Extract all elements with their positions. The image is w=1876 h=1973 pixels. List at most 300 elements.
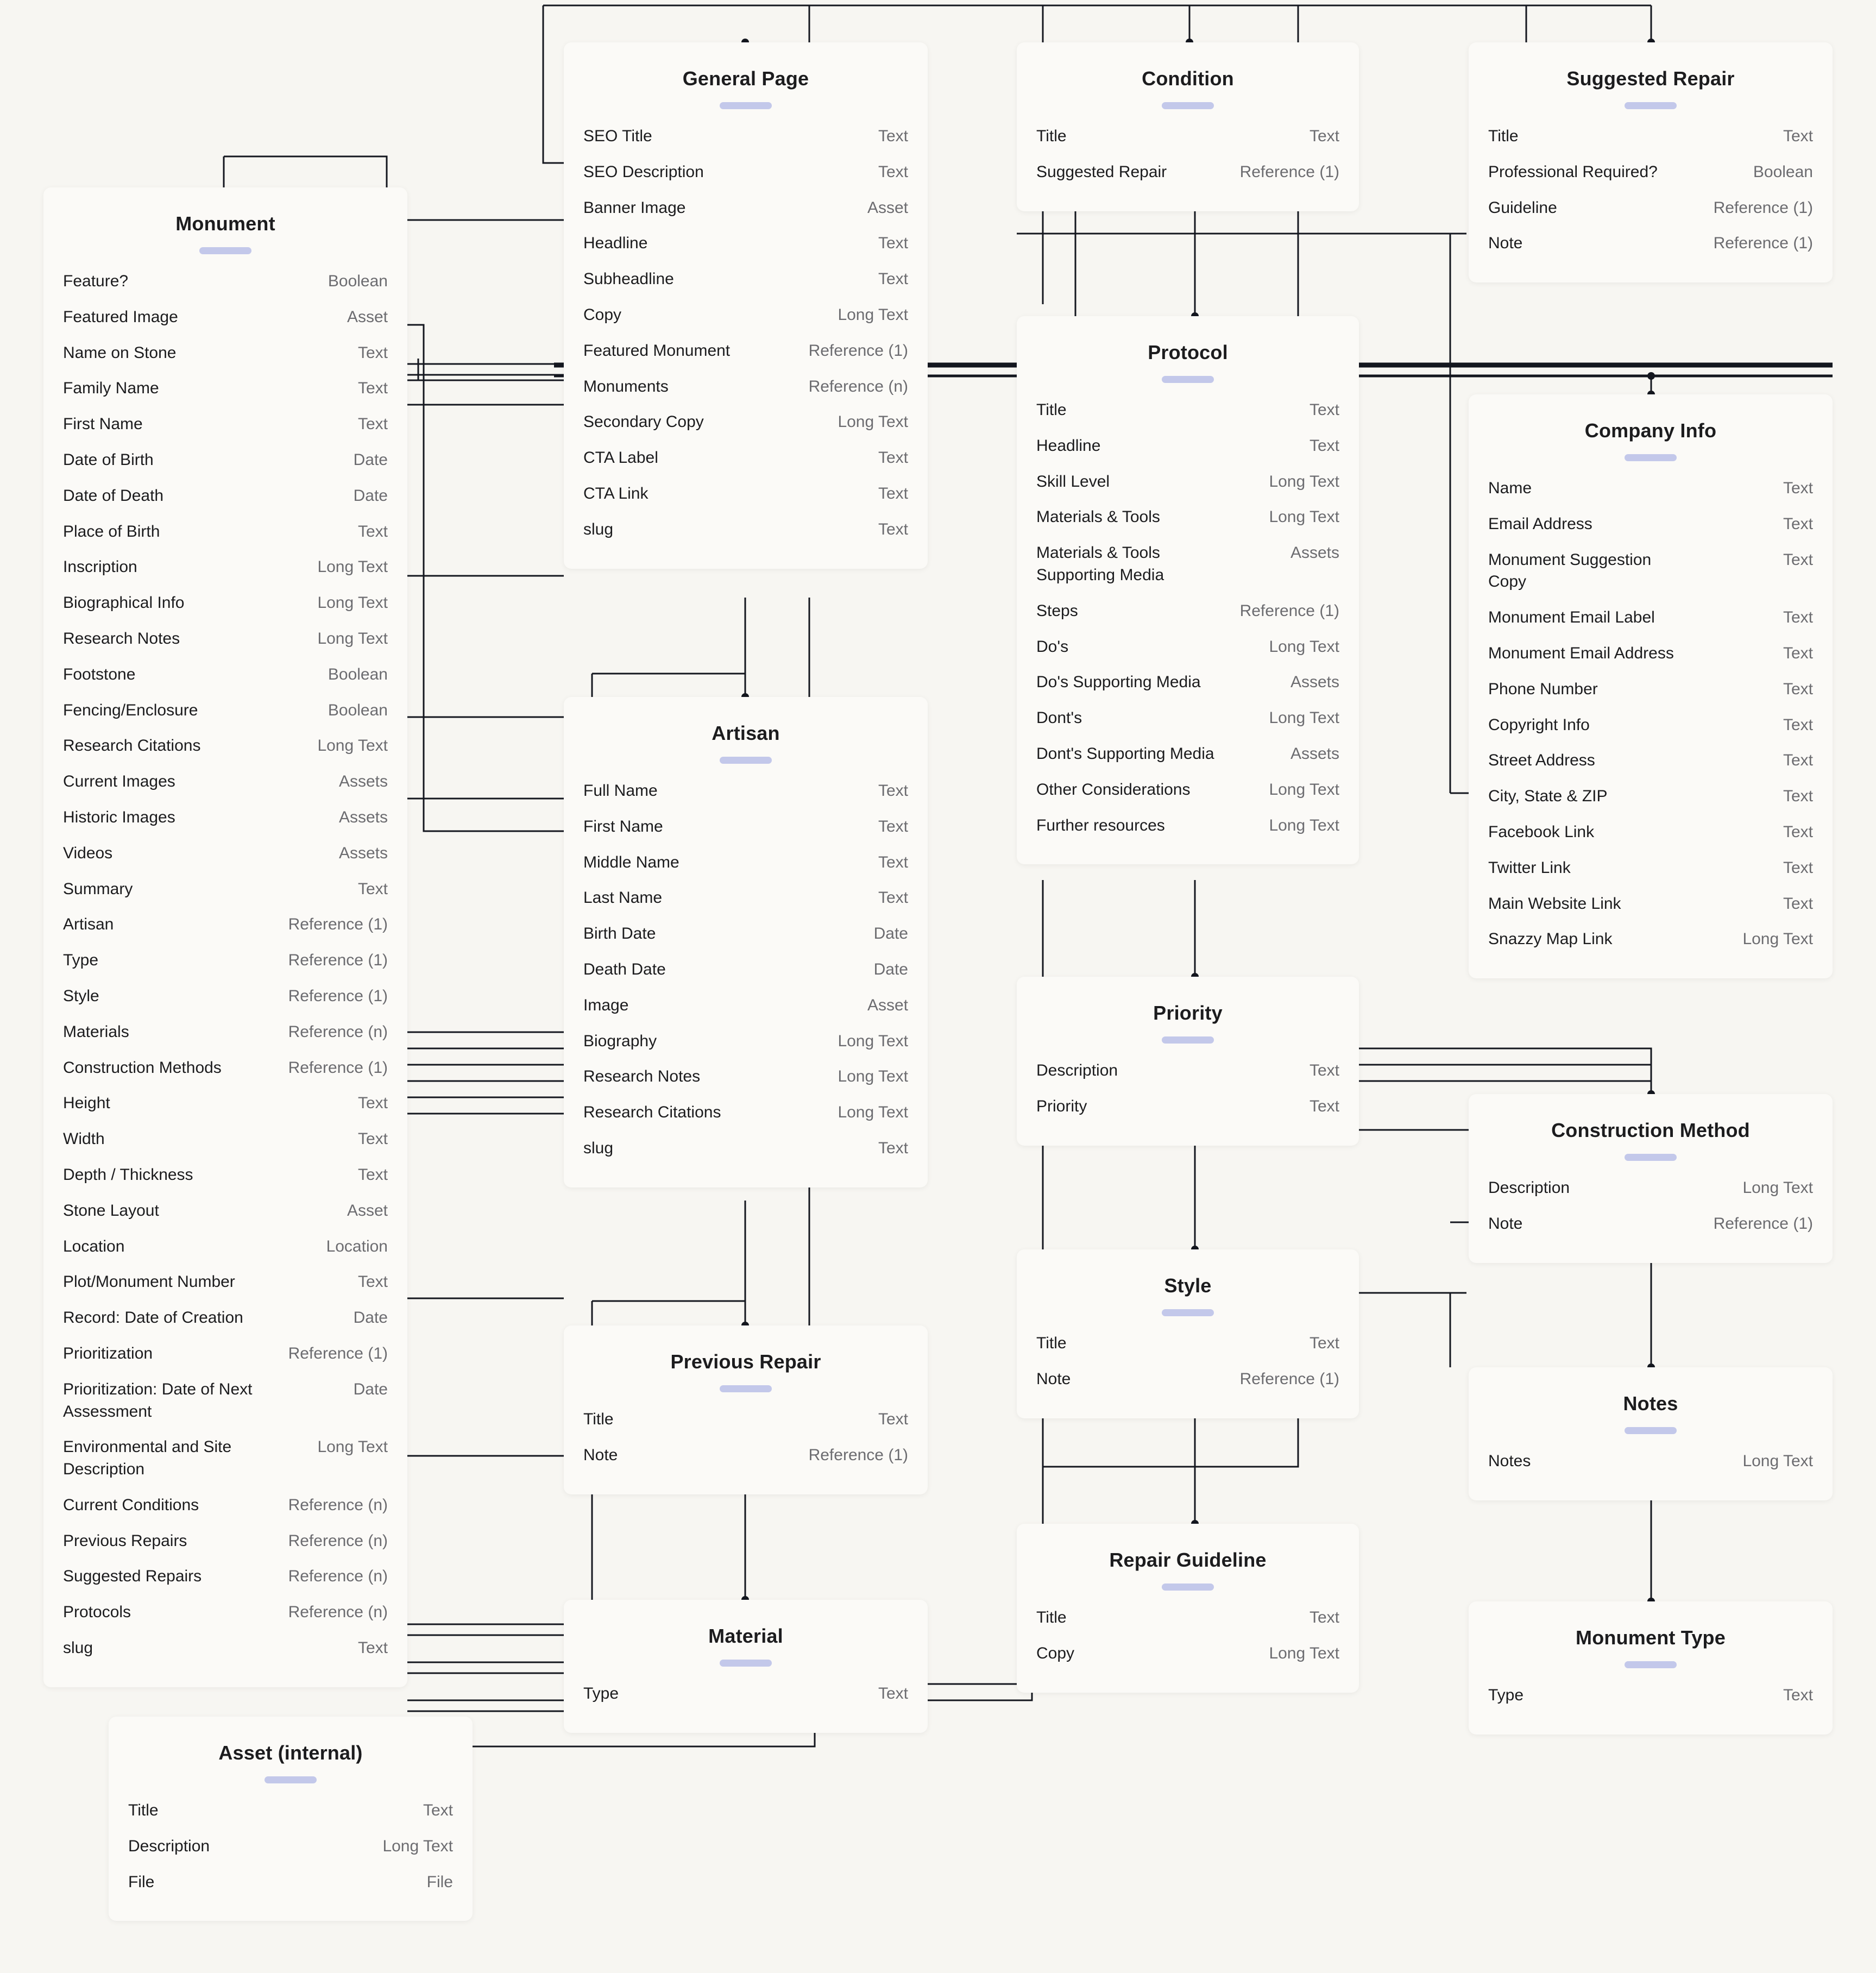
field-row[interactable] (564, 816, 928, 838)
field-row[interactable] (43, 521, 407, 543)
field-row[interactable] (564, 411, 928, 433)
field-type: Reference (n) (288, 1603, 388, 1622)
field-name: Death Date (583, 960, 666, 978)
field-type: Text (878, 1685, 908, 1702)
field-row[interactable] (564, 1138, 928, 1160)
field-row[interactable] (564, 923, 928, 945)
field-name: slug (583, 1139, 614, 1157)
field-row[interactable] (43, 342, 407, 365)
field-name: Do's (1036, 637, 1069, 656)
field-row[interactable] (109, 1871, 473, 1894)
field-row[interactable] (1469, 893, 1833, 915)
field-name: slug (63, 1639, 93, 1657)
field-row[interactable] (564, 519, 928, 541)
field-type: Text (1783, 550, 1813, 569)
field-row[interactable] (1469, 197, 1833, 219)
field-name: Image (583, 996, 629, 1014)
entity-card-artisan[interactable] (564, 697, 928, 1187)
field-name: Note (583, 1446, 618, 1464)
entity-pill-icon (1162, 1584, 1214, 1591)
field-row[interactable] (43, 628, 407, 650)
entity-title: Construction Method (1551, 1119, 1750, 1141)
field-row[interactable] (43, 413, 407, 436)
field-type: Reference (1) (288, 1344, 388, 1362)
field-name: Stone Layout (63, 1201, 159, 1220)
field-row[interactable] (43, 735, 407, 757)
field-row[interactable] (43, 1637, 407, 1660)
field-row[interactable] (1469, 786, 1833, 808)
field-row[interactable] (1017, 125, 1359, 148)
field-name: Date of Death (63, 486, 164, 505)
field-row[interactable] (1017, 671, 1359, 694)
field-name: Last Name (583, 889, 663, 907)
field-row[interactable] (1469, 821, 1833, 844)
field-name: SEO Title (583, 127, 652, 145)
field-row[interactable] (43, 700, 407, 722)
entity-title: Material (708, 1625, 783, 1647)
field-type: Reference (1) (288, 915, 388, 934)
entity-card-asset-internal[interactable] (109, 1717, 473, 1921)
field-name: Note (1488, 234, 1523, 253)
field-type: Reference (n) (808, 377, 908, 395)
field-row[interactable] (43, 950, 407, 972)
field-type: Text (357, 879, 388, 898)
field-name: First Name (583, 817, 663, 835)
field-type: Long Text (1742, 1452, 1813, 1470)
field-name: Depth / Thickness (63, 1165, 193, 1184)
field-type: Text (1309, 127, 1339, 145)
entity-card-monument[interactable] (43, 187, 407, 1687)
field-name: CTA Label (583, 449, 658, 467)
field-name: Featured Image (63, 307, 178, 326)
field-name: Previous Repairs (63, 1531, 187, 1550)
field-type: Text (878, 270, 908, 288)
field-row[interactable] (564, 268, 928, 291)
field-name: Facebook Link (1488, 822, 1595, 841)
entity-title: Asset (internal) (218, 1742, 363, 1764)
field-type: Text (1309, 1608, 1339, 1626)
field-type: Long Text (317, 629, 388, 648)
field-row[interactable] (43, 378, 407, 400)
field-name: Biography (583, 1032, 657, 1050)
field-name: Videos (63, 844, 113, 862)
field-row[interactable] (43, 271, 407, 293)
field-name: Headline (583, 234, 648, 253)
field-name: Middle Name (583, 853, 679, 871)
field-type: Text (1783, 858, 1813, 877)
field-name: Title (128, 1801, 159, 1819)
entity-card-material[interactable] (564, 1600, 928, 1733)
field-type: Asset (867, 198, 908, 217)
field-type: Text (1783, 680, 1813, 698)
field-row[interactable] (43, 771, 407, 793)
entity-pill-icon (720, 102, 772, 109)
field-type: Text (1783, 751, 1813, 770)
field-name: Plot/Monument Number (63, 1273, 235, 1291)
field-name: Name on Stone (63, 343, 177, 362)
field-type: Text (1783, 608, 1813, 627)
entity-title: Repair Guideline (1109, 1549, 1267, 1571)
field-type: Text (1783, 787, 1813, 806)
field-row[interactable] (1017, 506, 1359, 529)
field-name: Further resources (1036, 816, 1165, 834)
field-name: Copy (583, 305, 622, 324)
field-row[interactable] (1469, 750, 1833, 772)
field-name: Research Notes (63, 629, 180, 648)
field-name: Snazzy Map Link (1488, 930, 1613, 948)
field-name: Monument Email Address (1488, 644, 1674, 662)
field-row[interactable] (564, 852, 928, 874)
field-type: Text (1783, 822, 1813, 841)
entity-pill-icon (1625, 102, 1677, 109)
field-name: Title (1036, 127, 1067, 145)
field-name: Notes (1488, 1452, 1531, 1470)
entity-card-construction-method[interactable] (1469, 1094, 1833, 1263)
field-type: Long Text (1269, 816, 1339, 834)
field-type: Long Text (1269, 637, 1339, 656)
field-row[interactable] (564, 959, 928, 981)
field-name: Width (63, 1130, 105, 1148)
field-name: Artisan (63, 915, 114, 934)
field-row[interactable] (1017, 435, 1359, 457)
field-row[interactable] (43, 914, 407, 936)
field-type: Text (357, 1639, 388, 1657)
field-row[interactable] (564, 1683, 928, 1705)
field-type: Text (357, 379, 388, 398)
field-row[interactable] (43, 843, 407, 865)
field-name: Type (583, 1685, 619, 1702)
field-name: Headline (1036, 436, 1101, 455)
entity-pill-icon (1162, 376, 1214, 383)
entity-card-company-info[interactable] (1469, 394, 1833, 978)
field-row[interactable] (43, 1566, 407, 1588)
field-type: Text (1309, 1097, 1339, 1115)
field-type: Reference (1) (808, 1446, 908, 1464)
field-row[interactable] (564, 887, 928, 909)
field-type: Assets (1290, 673, 1339, 692)
field-type: Text (1783, 479, 1813, 497)
field-row[interactable] (564, 1102, 928, 1124)
field-name: Materials & Tools (1036, 508, 1160, 526)
field-row[interactable] (1017, 707, 1359, 730)
field-type: Text (357, 1130, 388, 1148)
field-row[interactable] (1469, 607, 1833, 629)
field-name: CTA Link (583, 484, 649, 502)
field-type: Reference (n) (288, 1531, 388, 1550)
field-row[interactable] (564, 376, 928, 398)
field-row[interactable] (43, 485, 407, 507)
entity-pill-icon (265, 1776, 317, 1783)
field-row[interactable] (1469, 714, 1833, 737)
field-type: Text (878, 1410, 908, 1428)
field-row[interactable] (43, 878, 407, 901)
field-type: Reference (n) (288, 1567, 388, 1586)
field-row[interactable] (564, 197, 928, 219)
field-name: Secondary Copy (583, 413, 704, 431)
entity-title: Protocol (1148, 341, 1228, 363)
field-row[interactable] (1017, 1607, 1359, 1629)
field-row[interactable] (1017, 542, 1359, 587)
entity-card-protocol[interactable] (1017, 316, 1359, 864)
field-name: Inscription (63, 558, 137, 576)
field-row[interactable] (1469, 161, 1833, 184)
field-type: Long Text (317, 1438, 388, 1456)
field-row[interactable] (1017, 1643, 1359, 1665)
field-row[interactable] (564, 340, 928, 362)
field-type: Long Text (838, 305, 908, 324)
field-type: Assets (338, 844, 388, 862)
field-type: Reference (1) (288, 987, 388, 1005)
field-row[interactable] (564, 304, 928, 326)
field-name: Dont's Supporting Media (1036, 744, 1214, 763)
field-name: Featured Monument (583, 341, 731, 360)
field-type: Text (357, 415, 388, 433)
field-row[interactable] (564, 447, 928, 469)
field-row[interactable] (1469, 928, 1833, 951)
field-name: Name (1488, 479, 1532, 497)
field-type: Reference (1) (808, 341, 908, 360)
entity-pill-icon (1162, 102, 1214, 109)
field-row[interactable] (43, 807, 407, 829)
entity-card-notes[interactable] (1469, 1367, 1833, 1500)
field-type: Text (357, 1094, 388, 1113)
field-name: Historic Images (63, 808, 175, 826)
field-row[interactable] (564, 233, 928, 255)
field-row[interactable] (564, 1031, 928, 1053)
field-row[interactable] (43, 985, 407, 1008)
field-row[interactable] (564, 995, 928, 1017)
field-row[interactable] (43, 1601, 407, 1624)
field-name: Materials (63, 1022, 129, 1041)
field-type: Text (1309, 401, 1339, 419)
field-type: Long Text (1269, 709, 1339, 727)
field-name: Height (63, 1094, 110, 1113)
entity-title: Monument (175, 212, 275, 235)
field-row[interactable] (43, 556, 407, 579)
field-row[interactable] (1469, 233, 1833, 255)
field-row[interactable] (1469, 1685, 1833, 1707)
field-type: Text (878, 817, 908, 835)
field-type: Text (878, 889, 908, 907)
entity-pill-icon (1162, 1309, 1214, 1316)
entity-card-general-page[interactable] (564, 42, 928, 569)
entity-pill-icon (720, 757, 772, 764)
field-type: Reference (1) (1239, 162, 1339, 181)
entity-title: Notes (1623, 1392, 1678, 1415)
field-name: Title (583, 1410, 614, 1428)
field-row[interactable] (43, 1379, 407, 1423)
field-row[interactable] (43, 1092, 407, 1115)
field-name: Title (1036, 1334, 1067, 1352)
field-row[interactable] (1017, 1333, 1359, 1355)
field-row[interactable] (43, 1494, 407, 1517)
field-type: Text (1309, 1061, 1339, 1079)
field-name: Skill Level (1036, 472, 1110, 491)
entity-title: Style (1164, 1274, 1212, 1297)
field-row[interactable] (43, 1343, 407, 1365)
field-row[interactable] (43, 1164, 407, 1186)
entity-pill-icon (1625, 1154, 1677, 1161)
field-row[interactable] (1017, 815, 1359, 837)
field-type: Date (353, 1309, 388, 1327)
entity-card-repair-guideline[interactable] (1017, 1524, 1359, 1693)
field-row[interactable] (43, 1236, 407, 1258)
field-type: Long Text (1269, 1644, 1339, 1662)
field-row[interactable] (1469, 125, 1833, 148)
field-row[interactable] (564, 483, 928, 505)
field-row[interactable] (43, 449, 407, 472)
field-row[interactable] (1017, 636, 1359, 658)
field-name: Email Address (1488, 514, 1592, 533)
entity-pill-icon (1625, 454, 1677, 461)
field-row[interactable] (1017, 1096, 1359, 1118)
field-name: First Name (63, 415, 143, 433)
field-name: Location (63, 1237, 125, 1255)
field-name: Steps (1036, 601, 1078, 620)
field-type: Text (357, 343, 388, 362)
field-name: Monument Suggestion Copy (1488, 550, 1652, 591)
field-type: Text (878, 782, 908, 800)
field-row[interactable] (1469, 1450, 1833, 1473)
field-row[interactable] (564, 1444, 928, 1467)
entity-card-style[interactable] (1017, 1249, 1359, 1418)
field-row[interactable] (109, 1836, 473, 1858)
field-name: Footstone (63, 665, 136, 683)
field-row[interactable] (43, 1530, 407, 1553)
field-row[interactable] (564, 1066, 928, 1088)
field-row[interactable] (564, 125, 928, 148)
field-type: Long Text (1742, 1179, 1813, 1197)
field-row[interactable] (1469, 643, 1833, 665)
field-row[interactable] (43, 1436, 407, 1481)
field-type: Text (1783, 127, 1813, 145)
field-type: Assets (338, 808, 388, 826)
field-name: Suggested Repair (1036, 162, 1167, 181)
field-type: Text (1783, 514, 1813, 533)
field-row[interactable] (43, 1271, 407, 1293)
field-row[interactable] (43, 592, 407, 614)
field-type: Text (878, 449, 908, 467)
field-name: Other Considerations (1036, 780, 1191, 799)
field-type: Text (878, 853, 908, 871)
field-name: Note (1488, 1214, 1523, 1233)
field-row[interactable] (1469, 549, 1833, 594)
field-row[interactable] (1469, 857, 1833, 879)
field-type: Date (353, 1380, 388, 1398)
field-row[interactable] (1017, 779, 1359, 801)
field-row[interactable] (1469, 513, 1833, 536)
field-row[interactable] (109, 1800, 473, 1822)
field-type: Long Text (1269, 472, 1339, 491)
field-row[interactable] (1017, 600, 1359, 623)
field-type: Text (1783, 1686, 1813, 1704)
field-row[interactable] (43, 1307, 407, 1329)
field-row[interactable] (564, 780, 928, 802)
entity-pill-icon (720, 1385, 772, 1392)
field-type: Text (878, 127, 908, 145)
field-name: Monument Email Label (1488, 608, 1655, 627)
field-name: Style (63, 987, 99, 1005)
field-type: Long Text (317, 594, 388, 612)
field-name: Professional Required? (1488, 162, 1658, 181)
entity-pill-icon (720, 1660, 772, 1667)
entity-pill-icon (1162, 1036, 1214, 1044)
field-name: Materials & Tools Supporting Media (1036, 544, 1164, 584)
field-name: Suggested Repairs (63, 1567, 202, 1586)
field-name: Summary (63, 879, 133, 898)
field-name: Research Citations (63, 737, 201, 755)
field-type: Long Text (317, 558, 388, 576)
field-name: Dont's (1036, 709, 1082, 727)
field-type: Date (873, 960, 908, 978)
entity-title: Suggested Repair (1566, 67, 1735, 90)
field-type: File (426, 1873, 453, 1891)
field-row[interactable] (1469, 477, 1833, 500)
field-type: Date (873, 925, 908, 943)
field-type: Reference (n) (288, 1496, 388, 1514)
field-row[interactable] (1469, 678, 1833, 701)
field-type: Text (878, 234, 908, 253)
field-name: Title (1488, 127, 1519, 145)
field-type: Asset (347, 307, 388, 326)
field-name: Priority (1036, 1097, 1087, 1115)
field-row[interactable] (43, 664, 407, 686)
field-type: Reference (1) (1239, 1369, 1339, 1388)
field-name: Current Conditions (63, 1496, 199, 1514)
field-row[interactable] (1017, 1368, 1359, 1391)
field-type: Text (1309, 1334, 1339, 1352)
field-row[interactable] (43, 1128, 407, 1151)
entity-card-suggested-repair[interactable] (1469, 42, 1833, 282)
field-type: Text (1309, 436, 1339, 455)
field-row[interactable] (43, 306, 407, 329)
field-row[interactable] (1017, 161, 1359, 184)
field-row[interactable] (564, 161, 928, 184)
field-type: Location (326, 1237, 388, 1255)
field-type: Text (357, 1165, 388, 1184)
field-row[interactable] (1017, 471, 1359, 493)
field-row[interactable] (1017, 1060, 1359, 1082)
entity-card-condition[interactable] (1017, 42, 1359, 211)
field-row[interactable] (1017, 743, 1359, 765)
field-name: Description (1488, 1179, 1570, 1197)
field-type: Long Text (838, 1032, 908, 1050)
field-row[interactable] (564, 1409, 928, 1431)
entity-card-previous-repair[interactable] (564, 1325, 928, 1494)
field-row[interactable] (43, 1200, 407, 1222)
field-type: Reference (1) (1713, 234, 1813, 253)
field-row[interactable] (43, 1021, 407, 1044)
entity-card-monument-type[interactable] (1469, 1601, 1833, 1735)
field-type: Text (423, 1801, 453, 1819)
field-name: Guideline (1488, 198, 1557, 217)
field-name: Phone Number (1488, 680, 1598, 698)
field-type: Date (353, 450, 388, 469)
field-type: Long Text (317, 737, 388, 755)
field-row[interactable] (1017, 399, 1359, 422)
field-name: Copy (1036, 1644, 1075, 1662)
field-name: Place of Birth (63, 522, 160, 541)
field-row[interactable] (43, 1057, 407, 1079)
entity-card-priority[interactable] (1017, 977, 1359, 1146)
field-type: Boolean (1753, 162, 1813, 181)
field-row[interactable] (1469, 1213, 1833, 1235)
field-type: Reference (n) (288, 1022, 388, 1041)
entity-title: Condition (1142, 67, 1234, 90)
field-name: Title (1036, 401, 1067, 419)
field-name: Fencing/Enclosure (63, 701, 198, 719)
field-row[interactable] (1469, 1177, 1833, 1199)
